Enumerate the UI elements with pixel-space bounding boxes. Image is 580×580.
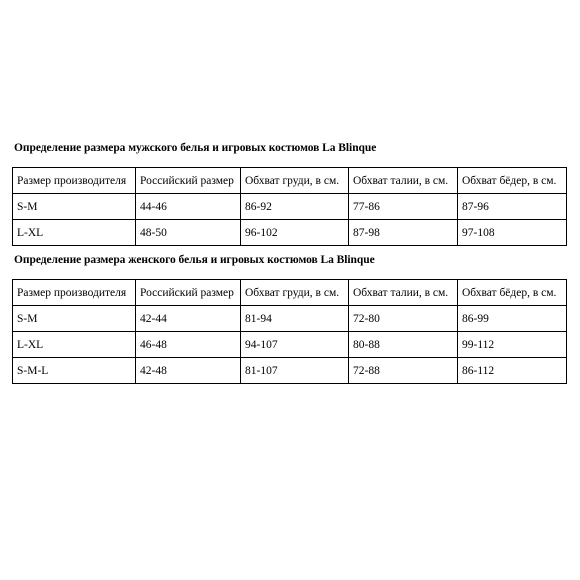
mens-size-title: Определение размера мужского белья и игровых костюмов La Blinque	[14, 142, 377, 154]
table-cell: 86-99	[458, 306, 567, 332]
table-cell: 46-48	[136, 332, 241, 358]
table-cell: S-M-L	[13, 358, 136, 384]
table-cell: L-XL	[13, 220, 136, 246]
table-cell: 96-102	[241, 220, 349, 246]
header-cell-chest: Обхват груди, в см.	[241, 280, 349, 306]
table-row	[13, 332, 567, 358]
header-cell-waist: Обхват талии, в см.	[349, 280, 458, 306]
header-cell-russian-size: Российский размер	[136, 168, 241, 194]
table-cell: 99-112	[458, 332, 567, 358]
table-cell: 86-112	[458, 358, 567, 384]
table-cell: S-M	[13, 194, 136, 220]
table-header-row	[13, 168, 567, 194]
header-cell-hips: Обхват бёдер, в см.	[458, 168, 567, 194]
table-row	[13, 194, 567, 220]
table-cell: 86-92	[241, 194, 349, 220]
table-cell: 72-80	[349, 306, 458, 332]
table-cell: 87-96	[458, 194, 567, 220]
table-row	[13, 220, 567, 246]
header-cell-russian-size: Российский размер	[136, 280, 241, 306]
table-cell: 81-107	[241, 358, 349, 384]
womens-size-title: Определение размера женского белья и игровых костюмов La Blinque	[14, 254, 375, 266]
table-cell: 42-44	[136, 306, 241, 332]
table-row	[13, 306, 567, 332]
table-cell: 94-107	[241, 332, 349, 358]
table-cell: L-XL	[13, 332, 136, 358]
table-cell: 77-86	[349, 194, 458, 220]
table-cell: 87-98	[349, 220, 458, 246]
table-cell: 44-46	[136, 194, 241, 220]
table-header-row	[13, 280, 567, 306]
table-cell: 42-48	[136, 358, 241, 384]
header-cell-waist: Обхват талии, в см.	[349, 168, 458, 194]
table-cell: 97-108	[458, 220, 567, 246]
table-cell: 48-50	[136, 220, 241, 246]
mens-size-table	[12, 167, 567, 246]
header-cell-manufacturer-size: Размер производителя	[13, 168, 136, 194]
table-cell: S-M	[13, 306, 136, 332]
table-cell: 72-88	[349, 358, 458, 384]
header-cell-manufacturer-size: Размер производителя	[13, 280, 136, 306]
header-cell-hips: Обхват бёдер, в см.	[458, 280, 567, 306]
table-row	[13, 358, 567, 384]
header-cell-chest: Обхват груди, в см.	[241, 168, 349, 194]
table-cell: 80-88	[349, 332, 458, 358]
womens-size-table	[12, 279, 567, 384]
table-cell: 81-94	[241, 306, 349, 332]
